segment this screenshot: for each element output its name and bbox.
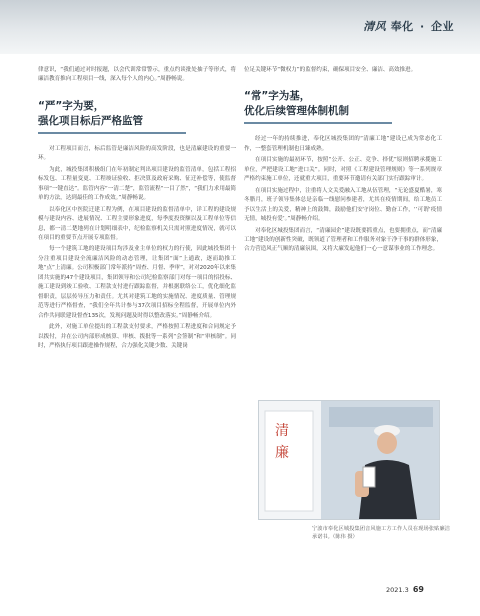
subsection-name: 企业 [431,20,454,33]
issue-number: 2021.3 [386,586,409,594]
left-intro-paragraph: 律意识，“我们通过对时报题，以会代训常常警示，重点约谈批处抽子等形式，将廉洁教育推向工程项目一线，深入每个人的内心。”周静畅说。 [38,67,236,83]
photo-illustration [259,401,439,519]
body-paragraph: 对奉化区城投集团而言，“清廉园企”建设既要抓重点，也要拥重点，而“清廉工地”建设的创新性突破，既领道了管理者和工作服务对象干净干事的群体形象，合力营造风正气顺的清廉氛围，又将大廉发起他们一心一意谋事业的工作理念。 [244,227,442,253]
heading-underline [38,132,186,134]
section-heading-regular [244,89,442,124]
left-column [38,66,236,353]
page-footer [386,585,424,594]
page-number: 69 [412,585,424,594]
heading-underline [244,122,392,124]
right-intro-paragraph: 位足关键环节“微权力”的监督约束，确保项目安全、廉洁、高效推进。 [244,67,417,73]
section-name: 奉化 [390,20,414,33]
sign-character-1: 清 [275,423,289,439]
column-mark: 清风 [363,20,387,33]
body-paragraph: 在项目实施的最初环节，按照“公开、公正、竞争、择优”原则招聘承揽施工单位，严把建设工地“进口关”。同时，对照《工程建设管理规则》等一系列规章严格约束施工单位，还就重大项目，重要环节邀请有关部门实行跟踪审计。 [244,157,442,183]
right-column [244,66,442,257]
sign-character-2: 廉 [275,445,289,461]
heading-line-1: “严”字为要， [38,99,105,112]
body-paragraph: 此外，对施工单位提出的工程款支付要求，严格按照工程进度和合同规定予以拨付，并在公司内部形成核算、审核、拨批等一系列“会签制”和“审核制”。同时，严格执行项目跟进操作规程，合力强化关键少数、关键岗 [38,324,236,349]
worksite-photo [258,400,440,520]
body-paragraph: 对工程项目而言，标后监管是廉洁风险的高发阶段，也是清廉建设的重要一环。 [38,145,236,162]
header-section-title [363,18,454,34]
section-heading-strict [38,99,236,134]
heading-line-2: 优化后续管理体制机制 [244,105,349,118]
heading-line-1: “常”字为基， [244,90,311,103]
body-paragraph: 为此，城投集团积极组门在年初制定判出项目建设的监管清单，包括工程招标发包、工程量变更、工程竣证验收、拒决算及政府采购、征迁补偿等，使监督事项“一键直达”。监管内容“一清二楚”，监管流程“一目了然”，“我们力求用最简单的方法，达到最佳的工作成效。”周静畅说。 [38,166,236,202]
heading-line-2: 强化项目标后严格监管 [38,114,143,127]
body-paragraph: 在项目实施过程中，注重将人文关爱融入工地从伍管理，“无论盛夏酷暑，寒冬腊月，班子领导集体总是亲临一线慰问参建者，尤其在疫情期间，给工地员工予以生活上的关爱，精神上的鼓舞，鼓励他们安守岗位、勤奋工作，‘’可谓‘疫情无情，城投有爱’。”周静畅介绍。 [244,187,442,223]
body-paragraph: 每一个建筑工地的建设项目均涉及业主单位的权力的行使，因此城投集团十分注重项目建设全流廉洁风险的动态管理，让集团“面”上通政，逐而助推工地“点”上清廉。公司积极部门常年派持“周查、月督、季审”，对对2020年以来集团共实施的47个建设项目，集团领导和公司纪检监察部门对每一项目的招投标、施工建设到竣工验收、工程款支付进行跟踪监督，并根据联络公工，优化细化监督职责，层层传导压力和责任。尤其对建筑工地的实施情况、进度质量、管理规范等进行严格督查，“我们全年共计参与37次项目招标全程监督，开展单位内外合作共同联建设督查135次，发现问题及时得以整改落实。”周静畅介绍。 [38,246,236,319]
section-separator: · [419,20,425,33]
photo-caption: 宁波市奉化区城投集团音风施工方工作人员在现场张贴廉洁承诺书。（陈伟 摄） [312,526,450,541]
body-paragraph: 以奉化区中医院迁建工程为例，在项目建设的监督清单中，详工程的建设规模与建设内容、进展情况、工程主要形象进度，每季度投资额以及工程单位等信息，都一清二楚地列在计划明细表中，纪检监察机关只需对照进度情况，就可以在项目的重要节点开展专项监督。 [38,206,236,241]
body-paragraph: 经过一年的持续推进，奉化区城投集团的“清廉工地”建设已成为常态化工作，一整套管理机制也日臻成熟。 [244,136,442,152]
page-header-band [0,0,480,54]
